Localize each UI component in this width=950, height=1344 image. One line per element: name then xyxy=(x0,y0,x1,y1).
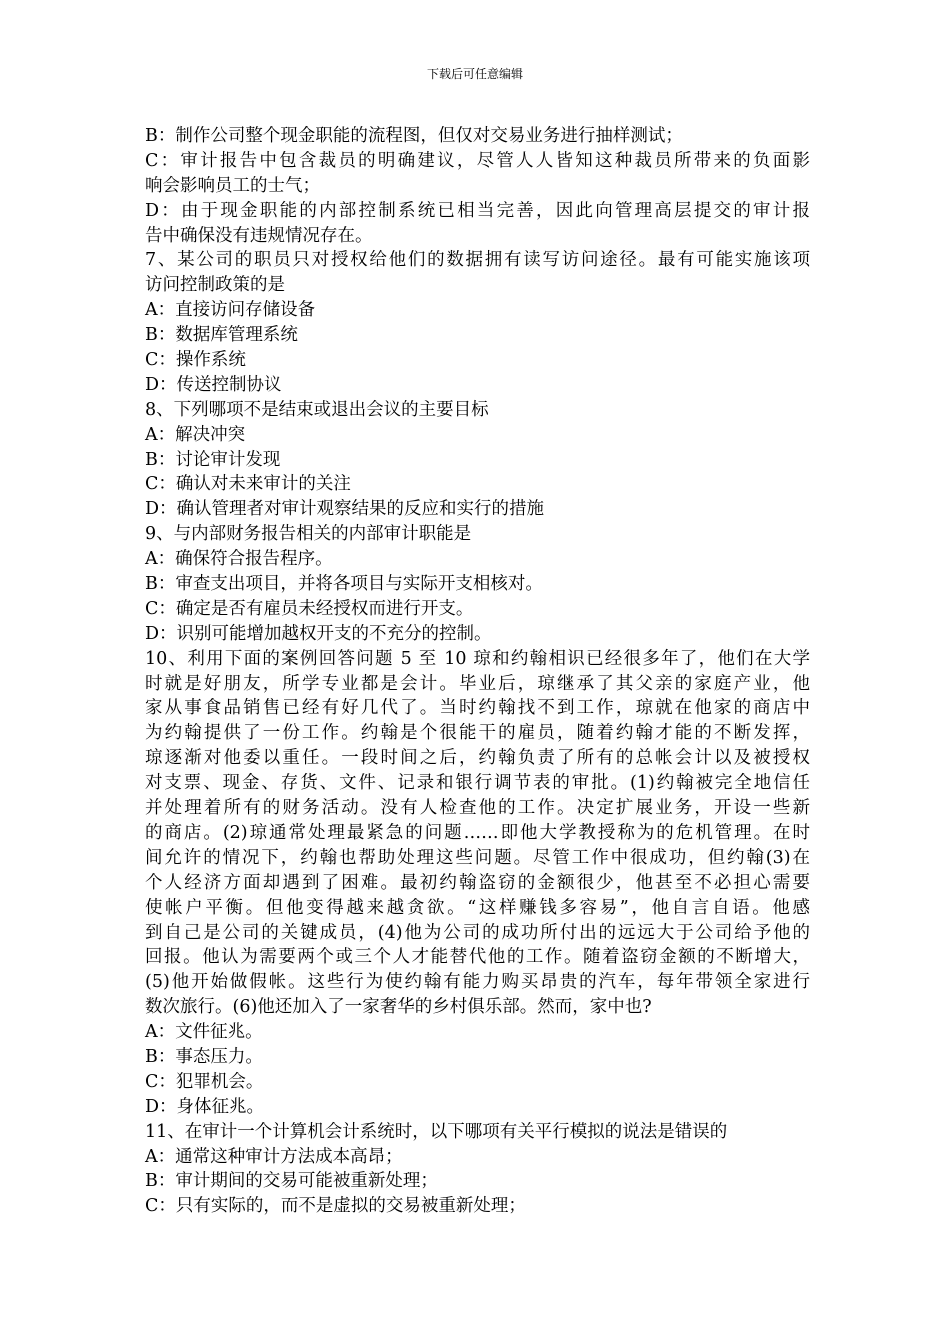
option-line: B：事态压力。 xyxy=(145,1046,263,1067)
text-line: 并处理着所有的财务活动。没有人检查他的工作。决定扩展业务，开设一些新 xyxy=(145,798,810,819)
text-line: 家从事食品销售已经有好几代了。当时约翰找不到工作，琼就在他家的商店中 xyxy=(145,698,810,719)
option-line: D：识别可能增加越权开支的不充分的控制。 xyxy=(145,623,492,644)
option-line: B：审查支出项目，并将各项目与实际开支相核对。 xyxy=(145,574,543,595)
question-8-line: 8、下列哪项不是结束或退出会议的主要目标 xyxy=(145,399,489,420)
text-line: 个人经济方面却遇到了困难。最初约翰盗窃的金额很少，他甚至不必担心需要 xyxy=(145,872,810,893)
text-line: 回报。他认为需要两个或三个人才能替代他的工作。随着盗窃金额的不断增大， xyxy=(145,947,810,968)
option-line: C：犯罪机会。 xyxy=(145,1071,264,1092)
option-line: C：只有实际的，而不是虚拟的交易被重新处理； xyxy=(145,1196,526,1217)
page-header: 下载后可任意编辑 xyxy=(426,67,523,81)
option-line: D：身体征兆。 xyxy=(145,1096,265,1117)
text-line: C：审计报告中包含裁员的明确建议，尽管人人皆知这种裁员所带来的负面影 xyxy=(145,150,810,171)
option-line: C：确定是否有雇员未经授权而进行开支。 xyxy=(145,598,474,619)
text-line: 响会影响员工的士气； xyxy=(145,175,320,196)
text-line: 访问控制政策的是 xyxy=(145,275,285,296)
question-7-line: 7、某公司的职员只对授权给他们的数据拥有读写访问途径。最有可能实施该项 xyxy=(145,250,810,271)
option-line: A：文件征兆。 xyxy=(145,1022,263,1043)
text-line: 对支票、现金、存货、文件、记录和银行调节表的审批。(1)约翰被完全地信任 xyxy=(145,773,810,794)
text-line: (5)他开始做假帐。这些行为使约翰有能力购买昂贵的汽车，每年带领全家进行 xyxy=(145,972,810,993)
text-line: 琼逐渐对他委以重任。一段时间之后，约翰负责了所有的总帐会计以及被授权 xyxy=(145,748,810,769)
question-9-line: 9、与内部财务报告相关的内部审计职能是 xyxy=(145,524,472,545)
option-line: B：讨论审计发现 xyxy=(145,449,281,470)
text-line: D：由于现金职能的内部控制系统已相当完善，因此向管理高层提交的审计报 xyxy=(145,200,810,221)
text-line: 使帐户平衡。但他变得越来越贪欲。“这样赚钱多容易”，他自言自语。他感 xyxy=(145,897,810,918)
option-line: D：传送控制协议 xyxy=(145,374,282,395)
text-line: 的商店。(2)琼通常处理最紧急的问题……即他大学教授称为的危机管理。在时 xyxy=(145,822,810,843)
option-line: C：操作系统 xyxy=(145,350,246,371)
text-line: 告中确保没有违规情况存在。 xyxy=(145,225,373,246)
option-line: D：确认管理者对审计观察结果的反应和实行的措施 xyxy=(145,499,545,520)
text-line: 间允许的情况下，约翰也帮助处理这些问题。尽管工作中很成功，但约翰(3)在 xyxy=(145,847,810,868)
text-line: 到自己是公司的关键成员，(4)他为公司的成功所付出的远远大于公司给予他的 xyxy=(145,922,810,943)
option-line: B：数据库管理系统 xyxy=(145,325,298,346)
text-line: 时就是好朋友，所学专业都是会计。毕业后，琼继承了其父亲的家庭产业，他 xyxy=(145,673,810,694)
option-line: C：确认对未来审计的关注 xyxy=(145,474,351,495)
option-line: B：审计期间的交易可能被重新处理； xyxy=(145,1171,438,1192)
question-10-line: 10、利用下面的案例回答问题 5 至 10 琼和约翰相识已经很多年了，他们在大学 xyxy=(145,648,810,669)
option-line: A：通常这种审计方法成本高昂； xyxy=(145,1146,403,1167)
option-line: A：直接访问存储设备 xyxy=(145,300,316,321)
question-11-line: 11、在审计一个计算机会计系统时，以下哪项有关平行模拟的说法是错误的 xyxy=(145,1121,728,1142)
option-line: A：解决冲突 xyxy=(145,424,246,445)
document-body xyxy=(145,124,810,1219)
text-line: 数次旅行。(6)他还加入了一家奢华的乡村俱乐部。然而，家中也? xyxy=(145,997,652,1018)
option-line: A：确保符合报告程序。 xyxy=(145,549,333,570)
text-line: 为约翰提供了一份工作。约翰是个很能干的雇员，随着约翰才能的不断发挥， xyxy=(145,723,810,744)
text-line: B：制作公司整个现金职能的流程图，但仅对交易业务进行抽样测试； xyxy=(145,126,683,146)
